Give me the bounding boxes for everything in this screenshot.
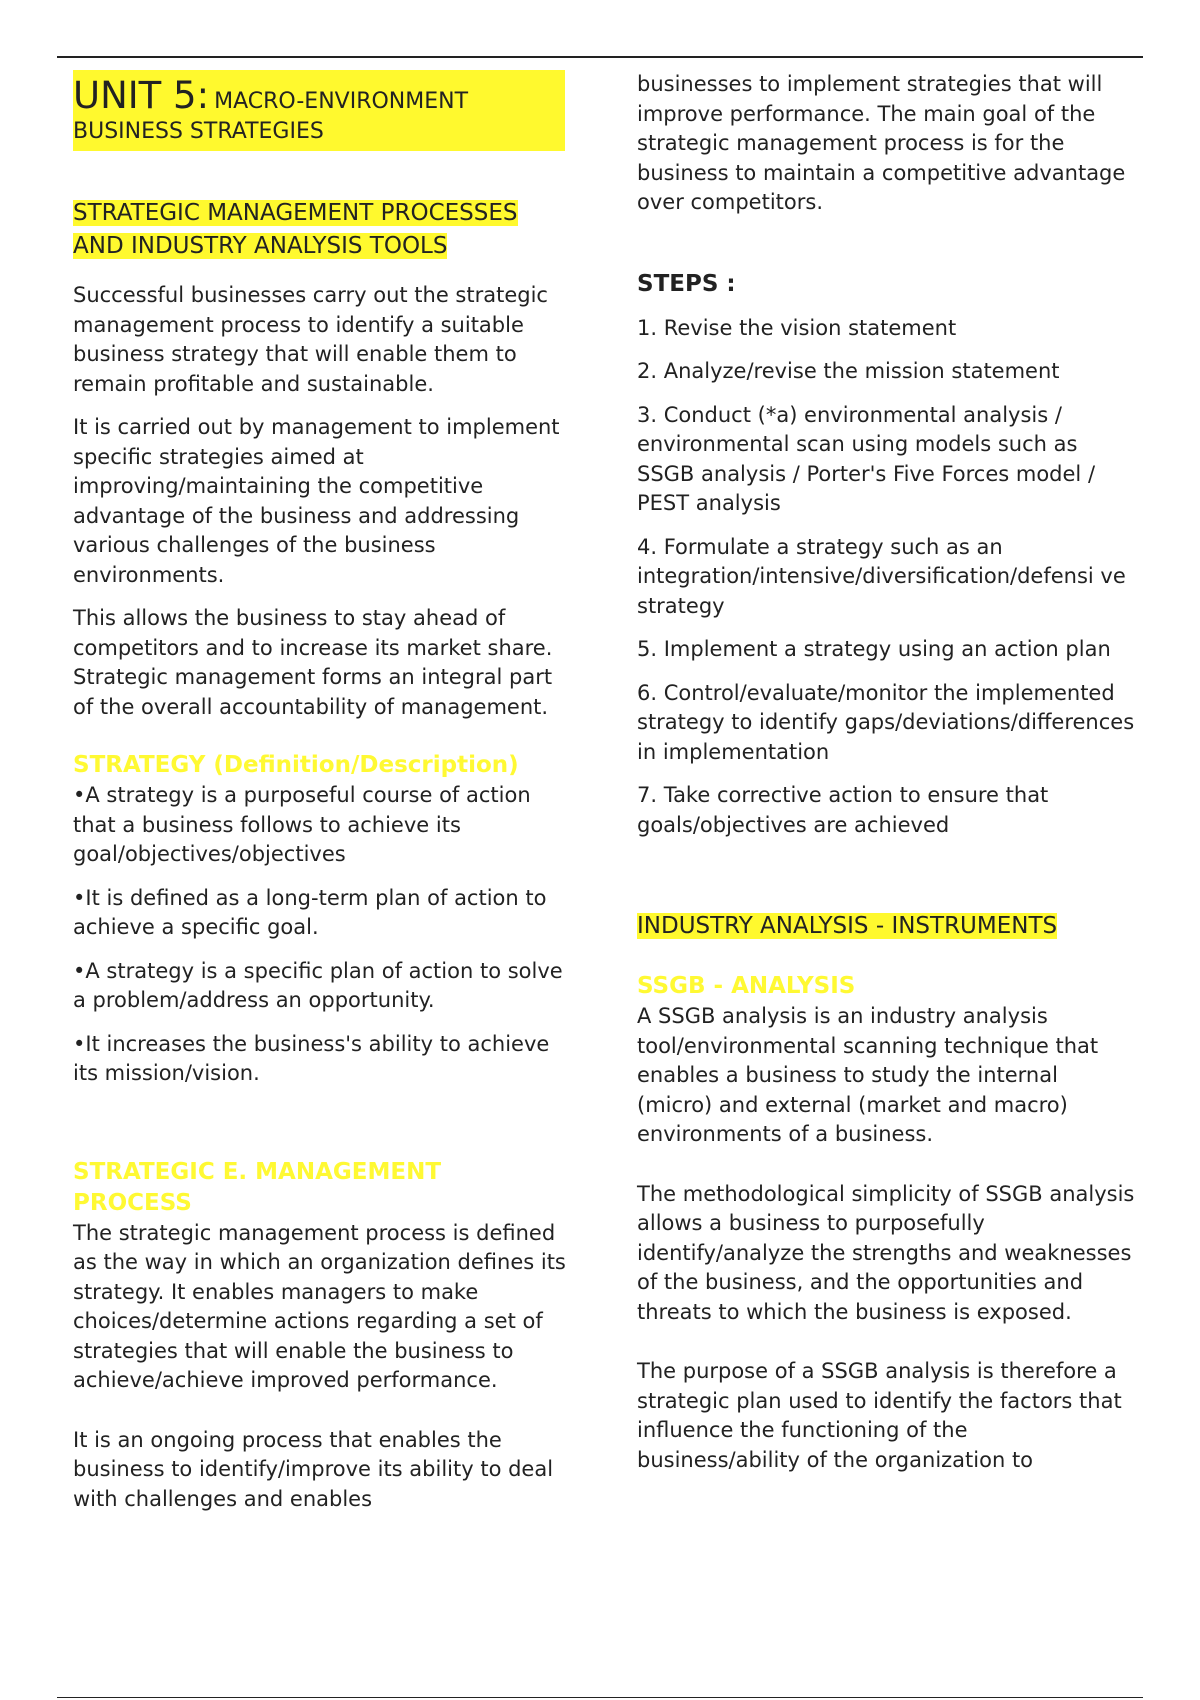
continuation-paragraph: businesses to implement strategies that will improve performance. The main goal of the strategic management process is for the business to maintain a competitive advantage over competitors. <box>637 72 1126 214</box>
ssgb-heading: SSGB - ANALYSIS <box>637 973 856 999</box>
section-title <box>73 197 573 263</box>
strategy-bullet: •It is defined as a long-term plan of action to achieve a specific goal. <box>73 885 547 939</box>
strategy-bullet: •A strategy is a specific plan of action to solve a problem/address an opportunity. <box>73 958 563 1012</box>
process-paragraph: The strategic management process is defined as the way in which an organization defines its strategy. It enables managers to make choices/determine actions regarding a set of strategies that will enable the business to achieve/achieve improved performance. <box>73 1220 566 1392</box>
steps-title: STEPS : <box>637 270 736 297</box>
step-item: 6. Control/evaluate/monitor the implemented strategy to identify gaps/deviations/differences in implementation <box>637 680 1135 764</box>
step-item: 5. Implement a strategy using an action plan <box>637 637 1111 661</box>
process-heading-line1: STRATEGIC E. MANAGEMENT <box>73 1158 442 1185</box>
top-rule <box>57 56 1143 58</box>
right-column <box>637 70 1137 1489</box>
industry-title <box>637 910 1137 943</box>
intro-paragraph: This allows the business to stay ahead of competitors and to increase its market share. Strategic management forms an integral part of the overall accountability of management. <box>73 606 553 719</box>
step-item: 4. Formulate a strategy such as an integration/intensive/diversification/defensi ve strategy <box>637 534 1126 618</box>
intro-paragraph: Successful businesses carry out the strategic management process to identify a suitable business strategy that will enable them to remain profitable and sustainable. <box>73 283 548 396</box>
industry-title-text: INDUSTRY ANALYSIS - INSTRUMENTS <box>637 913 1058 939</box>
section-title-line1: STRATEGIC MANAGEMENT PROCESSES <box>73 200 518 226</box>
strategy-bullet: •It increases the business's ability to achieve its mission/vision. <box>73 1031 550 1085</box>
unit-number: UNIT 5: <box>73 74 210 117</box>
strategy-heading: STRATEGY (Definition/Description) <box>73 752 519 778</box>
unit-title-block <box>73 70 565 151</box>
unit-title-part1: MACRO-ENVIRONMENT <box>214 89 469 114</box>
step-item: 7. Take corrective action to ensure that goals/objectives are achieved <box>637 783 1049 837</box>
ssgb-paragraph: A SSGB analysis is an industry analysis tool/environmental scanning technique that enables a business to study the internal (micro) and external (market and macro) environments of a business. <box>637 1004 1099 1146</box>
left-column <box>73 70 573 1528</box>
intro-paragraph: It is carried out by management to implement specific strategies aimed at improving/maintaining the competitive advantage of the business and addressing various challenges of the business environments. <box>73 415 560 587</box>
ssgb-paragraph: The methodological simplicity of SSGB analysis allows a business to purposefully identify/analyze the strengths and weaknesses of the business, and the opportunities and threats to which the business is exposed. <box>637 1181 1135 1324</box>
process-paragraph: It is an ongoing process that enables the business to identify/improve its ability to deal with challenges and enables <box>73 1427 554 1511</box>
unit-title-part2: BUSINESS STRATEGIES <box>73 119 324 144</box>
section-title-line2: AND INDUSTRY ANALYSIS TOOLS <box>73 233 448 259</box>
process-heading-line2: PROCESS <box>73 1189 192 1216</box>
bottom-rule <box>57 1697 1143 1698</box>
step-item: 1. Revise the vision statement <box>637 315 957 340</box>
step-item: 3. Conduct (*a) environmental analysis / environmental scan using models such as SSGB analysis / Porter's Five Forces model / PEST analysis <box>637 402 1096 515</box>
strategy-bullet: •A strategy is a purposeful course of action that a business follows to achieve its goal/objectives/objectives <box>73 783 531 866</box>
step-item: 2. Analyze/revise the mission statement <box>637 359 1060 383</box>
ssgb-paragraph: The purpose of a SSGB analysis is therefore a strategic plan used to identify the factors that influence the functioning of the business/ability of the organization to <box>637 1359 1122 1472</box>
